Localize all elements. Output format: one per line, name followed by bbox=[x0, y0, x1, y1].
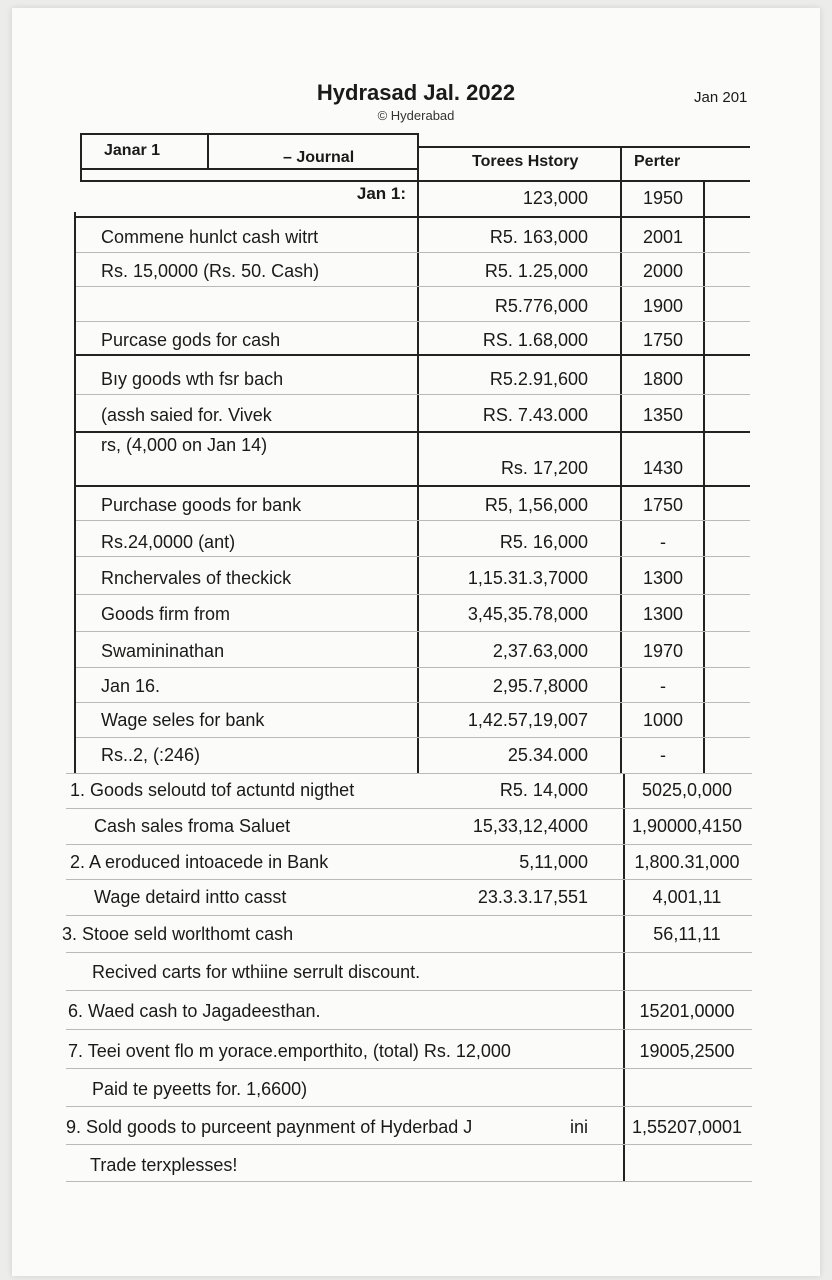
list-item-text: Recived carts for wthiine serrult discount. bbox=[92, 962, 421, 982]
row-text: Wage seles for bank bbox=[101, 710, 265, 730]
row-divider bbox=[76, 667, 750, 668]
row-divider bbox=[76, 216, 750, 218]
list-item-amount: 23.3.3.17,551 bbox=[477, 887, 588, 907]
row-year: 1430 bbox=[642, 458, 684, 478]
list-item-total: 1,90000,4150 bbox=[631, 816, 743, 836]
list-item-text: Trade terxplesses! bbox=[90, 1155, 238, 1175]
row-divider bbox=[76, 394, 750, 395]
corner-date: Jan 201 bbox=[694, 89, 748, 106]
row-year: 1300 bbox=[642, 568, 684, 588]
row-divider bbox=[76, 737, 750, 738]
row-text: Commene hunlct cash witrt bbox=[101, 227, 319, 247]
row-year: 1350 bbox=[642, 405, 684, 425]
table-top-border bbox=[80, 133, 418, 135]
row-text: Bıy goods wth fsr bach bbox=[101, 369, 284, 389]
table-top-border-right bbox=[418, 146, 750, 148]
header-left-border bbox=[80, 133, 82, 181]
list-divider bbox=[66, 952, 752, 953]
row-divider bbox=[76, 485, 750, 487]
list-divider bbox=[66, 1144, 752, 1145]
row-text: rs, (4,000 on Jan 14) bbox=[101, 435, 268, 455]
list-item-text: Wage detaird intto casst bbox=[94, 887, 287, 907]
list-divider bbox=[66, 1181, 752, 1182]
row-year: 1970 bbox=[642, 641, 684, 661]
row-amount: 1,42.57,19,007 bbox=[467, 710, 588, 730]
row-divider bbox=[76, 431, 750, 433]
row-year: 1300 bbox=[642, 604, 684, 624]
list-item-amount: R5. 14,000 bbox=[499, 780, 588, 800]
row-year: 1750 bbox=[642, 330, 684, 350]
row-divider bbox=[76, 354, 750, 356]
row-year: 2000 bbox=[642, 261, 684, 281]
row-amount: 2,95.7,8000 bbox=[492, 676, 588, 696]
list-item-total: 15201,0000 bbox=[639, 1001, 735, 1021]
header-bottom-border bbox=[80, 168, 418, 170]
row-year: 2001 bbox=[642, 227, 684, 247]
row-divider bbox=[76, 594, 750, 595]
list-divider bbox=[66, 773, 752, 774]
list-item-total: 1,55207,0001 bbox=[631, 1117, 743, 1137]
list-item-text: 7. Teei ovent flo m yorace.emporthito, (total) Rs. 12,000 bbox=[68, 1041, 511, 1061]
row-divider bbox=[76, 252, 750, 253]
row-text: Rs..2, (:246) bbox=[101, 745, 201, 765]
row-text: (assh saied for. Vivek bbox=[101, 405, 272, 425]
row-text: Jan 1: bbox=[356, 184, 406, 203]
row-text: Rs. 15,0000 (Rs. 50. Cash) bbox=[101, 261, 320, 281]
row-amount: 25.34.000 bbox=[507, 745, 588, 765]
row-text: Swamininathan bbox=[101, 641, 225, 661]
list-item-text: Paid te pyeetts for. 1,6600) bbox=[92, 1079, 308, 1099]
row-divider bbox=[76, 520, 750, 521]
list-divider bbox=[66, 1068, 752, 1069]
text-amount-divider bbox=[417, 133, 419, 773]
row-amount: RS. 1.68,000 bbox=[482, 330, 588, 350]
row-amount: RS. 7.43.000 bbox=[482, 405, 588, 425]
row-year: - bbox=[660, 532, 666, 552]
row-amount: R5.2.91,600 bbox=[489, 369, 588, 389]
table-left-border bbox=[74, 212, 76, 774]
list-divider bbox=[66, 990, 752, 991]
row-divider bbox=[76, 702, 750, 703]
row-text: Rnchervales of theckick bbox=[101, 568, 292, 588]
row-text: Rs.24,0000 (ant) bbox=[101, 532, 236, 552]
row-year: 1900 bbox=[642, 296, 684, 316]
header-perter: Perter bbox=[634, 153, 681, 170]
row-amount: 123,000 bbox=[522, 188, 588, 208]
row-year: 1000 bbox=[642, 710, 684, 730]
row-divider bbox=[76, 631, 750, 632]
list-item-text: 9. Sold goods to purceent paynment of Hyderbad J bbox=[66, 1117, 473, 1137]
list-item-text: 3. Stooe seld worlthomt cash bbox=[62, 924, 294, 944]
list-item-total: 1,800.31,000 bbox=[634, 852, 740, 872]
row-amount: R5, 1,56,000 bbox=[484, 495, 588, 515]
row-divider bbox=[76, 321, 750, 322]
row-amount: R5. 163,000 bbox=[489, 227, 588, 247]
list-divider bbox=[66, 844, 752, 845]
list-item-amount: 5,11,000 bbox=[519, 852, 588, 872]
list-divider bbox=[66, 1106, 752, 1107]
list-item-text: 6. Waed cash to Jagadeesthan. bbox=[68, 1001, 321, 1021]
list-divider bbox=[66, 1029, 752, 1030]
header-journal: – Journal bbox=[283, 149, 355, 166]
row-amount: R5.776,000 bbox=[494, 296, 588, 316]
document-title: Hydrasad Jal. 2022 bbox=[316, 80, 516, 105]
list-item-total: 5025,0,000 bbox=[641, 780, 733, 800]
list-item-text: 2. A eroduced intoacede in Bank bbox=[70, 852, 329, 872]
row-amount: Rs. 17,200 bbox=[500, 458, 588, 478]
row-year: - bbox=[660, 745, 666, 765]
list-item-amount: ini bbox=[569, 1117, 588, 1137]
row-amount: R5. 16,000 bbox=[499, 532, 588, 552]
document-subtitle: © Hyderabad bbox=[377, 108, 455, 123]
list-item-text: 1. Goods seloutd tof actuntd nigthet bbox=[70, 780, 355, 800]
list-divider bbox=[66, 808, 752, 809]
header-col-divider bbox=[207, 133, 209, 169]
row-amount: 1,15.31.3,7000 bbox=[467, 568, 588, 588]
row-year: 1750 bbox=[642, 495, 684, 515]
row-text: Goods firm from bbox=[101, 604, 231, 624]
row-text: Jan 16. bbox=[101, 676, 161, 696]
row-amount: R5. 1.25,000 bbox=[484, 261, 588, 281]
row-amount: 3,45,35.78,000 bbox=[467, 604, 588, 624]
list-item-amount: 15,33,12,4000 bbox=[472, 816, 588, 836]
row-text: Purcase gods for cash bbox=[101, 330, 281, 350]
row-year: - bbox=[660, 676, 666, 696]
list-item-total: 19005,2500 bbox=[639, 1041, 735, 1061]
row-year: 1800 bbox=[642, 369, 684, 389]
row-text: Purchase goods for bank bbox=[101, 495, 302, 515]
header-torees-history: Torees Hstory bbox=[472, 153, 579, 170]
row-amount: 2,37.63,000 bbox=[492, 641, 588, 661]
list-item-total: 4,001,11 bbox=[652, 887, 722, 907]
list-divider bbox=[66, 879, 752, 880]
row-divider bbox=[76, 556, 750, 557]
header-divider bbox=[80, 180, 750, 182]
list-item-text: Cash sales froma Saluet bbox=[94, 816, 291, 836]
header-janar: Janar 1 bbox=[104, 142, 161, 159]
list-divider bbox=[66, 915, 752, 916]
list-item-total: 56,11,11 bbox=[653, 924, 721, 944]
row-year: 1950 bbox=[642, 188, 684, 208]
row-divider bbox=[76, 286, 750, 287]
